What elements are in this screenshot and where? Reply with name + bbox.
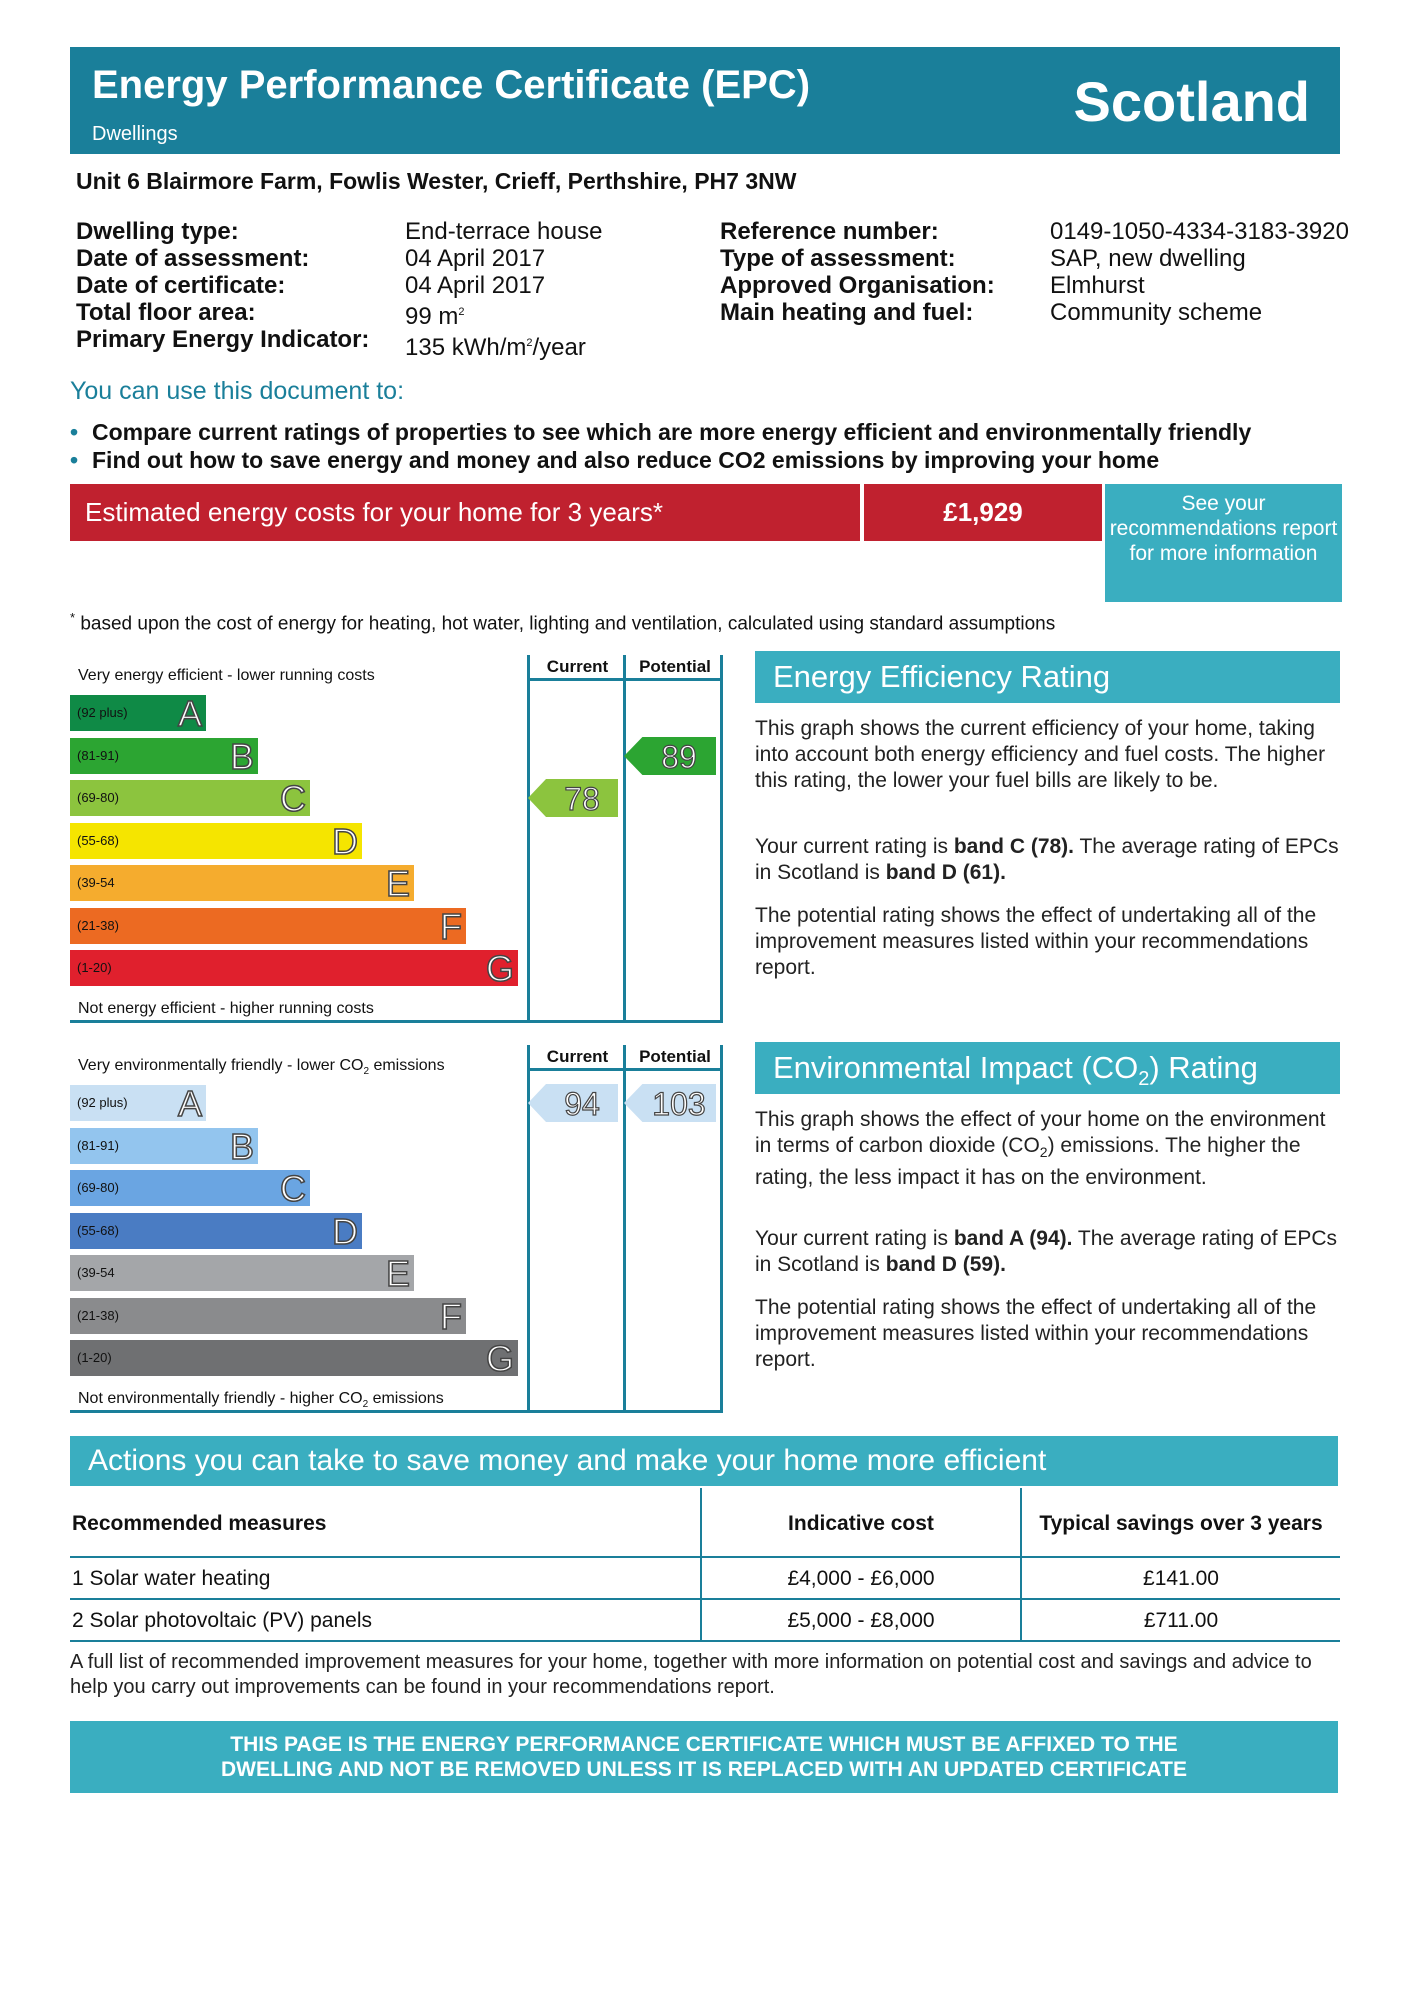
band-e [70,863,414,904]
details-right-values [1050,218,1349,326]
details-left [76,218,369,353]
affix-notice-line: DWELLING AND NOT BE REMOVED UNLESS IT IS REPLACED WITH AN UPDATED CERTIFICATE [221,1758,1187,1781]
detail-label: Date of assessment: [76,245,310,272]
chart-top-text: Very energy efficient - lower running costs [78,667,375,684]
detail-value: End-terrace house [405,218,603,245]
region-label: Scotland [1073,70,1310,133]
certificate-subtitle: Dwellings [92,123,178,145]
band-range: (69-80) [77,790,119,805]
detail-label: Primary Energy Indicator: [76,326,370,353]
eir-paragraph: This graph shows the effect of your home on the environment in terms of carbon dioxide $(CO_2)$ emissions. The higher the rating, the less impact it has on the environment. [755,1108,1326,1190]
column-current: Current [546,1047,609,1066]
band-c [70,778,310,819]
eer-current-rating: Your current rating is band C (78). The average rating of EPCs in Scotland is band D (61). [755,835,1339,884]
band-range: (55-68) [77,832,119,848]
current-rating-arrow [528,779,618,817]
energy-efficiency-chart [70,655,725,1025]
detail-value: 0149-1050-4334-3183-3920 [1050,218,1349,245]
band-letter: A [177,1083,202,1124]
divider [70,1556,1340,1558]
footnote-mark: * [70,610,76,625]
detail-label: Total floor area: [76,299,256,326]
bullet-text: Find out how to save energy and money and also reduce CO2 emissions by improving your home [92,447,1160,473]
detail-row [76,245,369,272]
energy-efficiency-title: Energy Efficiency Rating [755,651,1340,703]
certificate-title: Energy Performance Certificate (EPC) [92,63,811,107]
band-g [70,1338,518,1379]
column-potential: Potential [639,657,711,676]
band-a [70,1083,206,1124]
current-rating-value: 94 [564,1086,600,1122]
table-cell: £5,000 - £8,000 [787,1609,935,1632]
detail-value: Community scheme [1050,299,1263,326]
eer-paragraph: This graph shows the current efficiency of your home, taking into account both energy efficiency and fuel costs. The higher this rating, the lower your fuel bills are likely to be. [755,717,1326,792]
band-range: (1-20) [77,1350,112,1365]
band-range: (21-38) [77,1307,119,1323]
divider [527,655,530,1023]
table-cell: 1 Solar water heating [72,1567,271,1590]
table-cell: £141.00 [1143,1567,1219,1590]
table-cell: £711.00 [1143,1609,1219,1632]
detail-value-suffix: /year [532,334,586,361]
detail-value: Elmhurst [1050,272,1145,299]
band-letter: A [177,693,202,734]
divider [70,1598,1340,1600]
see-recommendations-box[interactable] [1105,484,1342,602]
detail-row [76,326,369,353]
band-range: (81-91) [77,1137,119,1153]
divider [720,1045,723,1413]
table-header-savings: Typical savings over 3 years [1039,1512,1323,1535]
band-range: (39-54 [77,1265,115,1280]
header-banner [70,47,1340,154]
detail-value: 99 m [405,303,459,330]
potential-rating-value: 103 [652,1086,706,1122]
detail-row [76,272,369,299]
divider [527,1068,723,1071]
table-cell: 2 Solar photovoltaic (PV) panels [72,1609,372,1632]
superscript: 2 [526,337,533,349]
current-rating-arrow [528,1084,618,1122]
eir-current-rating: Your current rating is band A (94). The average rating of EPCs in Scotland is band D (59). [755,1227,1338,1276]
see-recommendations-text: See your recommendations report for more information [1109,492,1338,565]
detail-value: SAP, new dwelling [1050,245,1246,272]
current-rating-value: 78 [564,781,600,817]
bullet-item [70,446,1251,474]
band-c [70,1168,310,1209]
detail-label: Reference number: [720,218,939,245]
column-current: Current [546,657,609,676]
bullet-text: Compare current ratings of properties to see which are more energy efficient and environmentally friendly [92,419,1252,445]
band-letter: G [485,1338,514,1379]
band-f [70,1295,466,1337]
band-range: (39-54 [77,875,115,890]
actions-title: Actions you can take to save money and make your home more efficient [70,1436,1338,1486]
detail-value: 04 April 2017 [405,245,546,272]
energy-cost-bar [70,484,860,541]
band-range: (69-80) [77,1180,119,1195]
detail-label: Date of certificate: [76,272,286,299]
band-range: (92 plus) [77,1095,128,1110]
detail-label: Type of assessment: [720,245,956,272]
potential-rating-value: 89 [661,738,697,775]
eir-potential-note: The potential rating shows the effect of undertaking all of the improvement measures listed within your recommendations report. [755,1296,1317,1371]
table-header-measures: Recommended measures [72,1512,327,1535]
affix-notice-banner [70,1721,1338,1793]
band-range: (21-38) [77,917,119,933]
band-letter: G [485,948,514,989]
table-cell: £4,000 - £6,000 [787,1567,935,1590]
divider [527,678,723,681]
details-right [720,218,995,326]
chart-bottom-text: Not environmentally friendly - higher $CO_2$ emissions [78,1390,444,1411]
property-address: Unit 6 Blairmore Farm, Fowlis Wester, Crieff, Perthshire, PH7 3NW [76,168,797,194]
band-letter: B [229,1125,254,1167]
detail-value: 135 kWh/m [405,334,527,361]
use-bullets [70,418,1251,474]
band-d [70,1210,362,1252]
divider [623,655,626,1023]
detail-row [76,299,369,326]
use-document-heading: You can use this document to: [70,377,405,405]
details-left-values [405,218,602,361]
environmental-impact-title: Environmental Impact $(CO_2)$ Rating [755,1042,1340,1094]
column-potential: Potential [639,1047,711,1066]
bullet-dot-icon: • [70,447,79,473]
table-header-cost: Indicative cost [788,1512,934,1535]
band-letter: D [332,820,358,862]
detail-value: 04 April 2017 [405,272,546,299]
divider [70,1640,1340,1642]
band-d [70,820,362,862]
band-letter: E [385,863,410,904]
environmental-impact-chart [70,1045,725,1415]
band-letter: C [280,778,306,819]
bullet-dot-icon: • [70,419,79,445]
chart-top-text: Very environmentally friendly - lower $CO_2$ emissions [78,1057,445,1078]
divider [70,1410,723,1413]
band-range: (81-91) [77,747,119,763]
chart-bottom-text: Not energy efficient - higher running costs [78,1000,374,1017]
superscript: 2 [458,306,465,318]
divider [70,1020,723,1023]
band-letter: F [440,1295,462,1337]
band-e [70,1253,414,1294]
band-b [70,1125,258,1167]
bullet-item [70,418,1251,446]
band-b [70,735,258,777]
band-f [70,905,466,947]
detail-label: Dwelling type: [76,218,239,245]
eer-potential-note: The potential rating shows the effect of undertaking all of the improvement measures listed within your recommendations report. [755,904,1317,979]
potential-rating-arrow [624,737,716,775]
band-range: (55-68) [77,1222,119,1238]
full-list-note: A full list of recommended improvement measures for your home, together with more information on potential cost and savings and advice to help you carry out improvements can be found in your recommendations report. [70,1651,1312,1698]
band-letter: F [440,905,462,947]
energy-cost-label: Estimated energy costs for your home for 3 years* [85,497,664,527]
divider [720,655,723,1023]
affix-notice-line: THIS PAGE IS THE ENERGY PERFORMANCE CERTIFICATE WHICH MUST BE AFFIXED TO THE [230,1733,1178,1756]
band-letter: C [280,1168,306,1209]
band-range: (1-20) [77,960,112,975]
footnote [70,610,1055,635]
band-a [70,693,206,734]
potential-rating-arrow [624,1084,716,1122]
band-letter: E [385,1253,410,1294]
detail-label: Main heating and fuel: [720,299,974,326]
band-g [70,948,518,989]
detail-label: Approved Organisation: [720,272,995,299]
energy-cost-value: £1,929 [864,484,1102,541]
detail-row [76,218,369,245]
band-range: (92 plus) [77,705,128,720]
footnote-text: based upon the cost of energy for heating, hot water, lighting and ventilation, calculated using standard assumptions [75,613,1056,635]
band-letter: B [229,735,254,777]
band-letter: D [332,1210,358,1252]
